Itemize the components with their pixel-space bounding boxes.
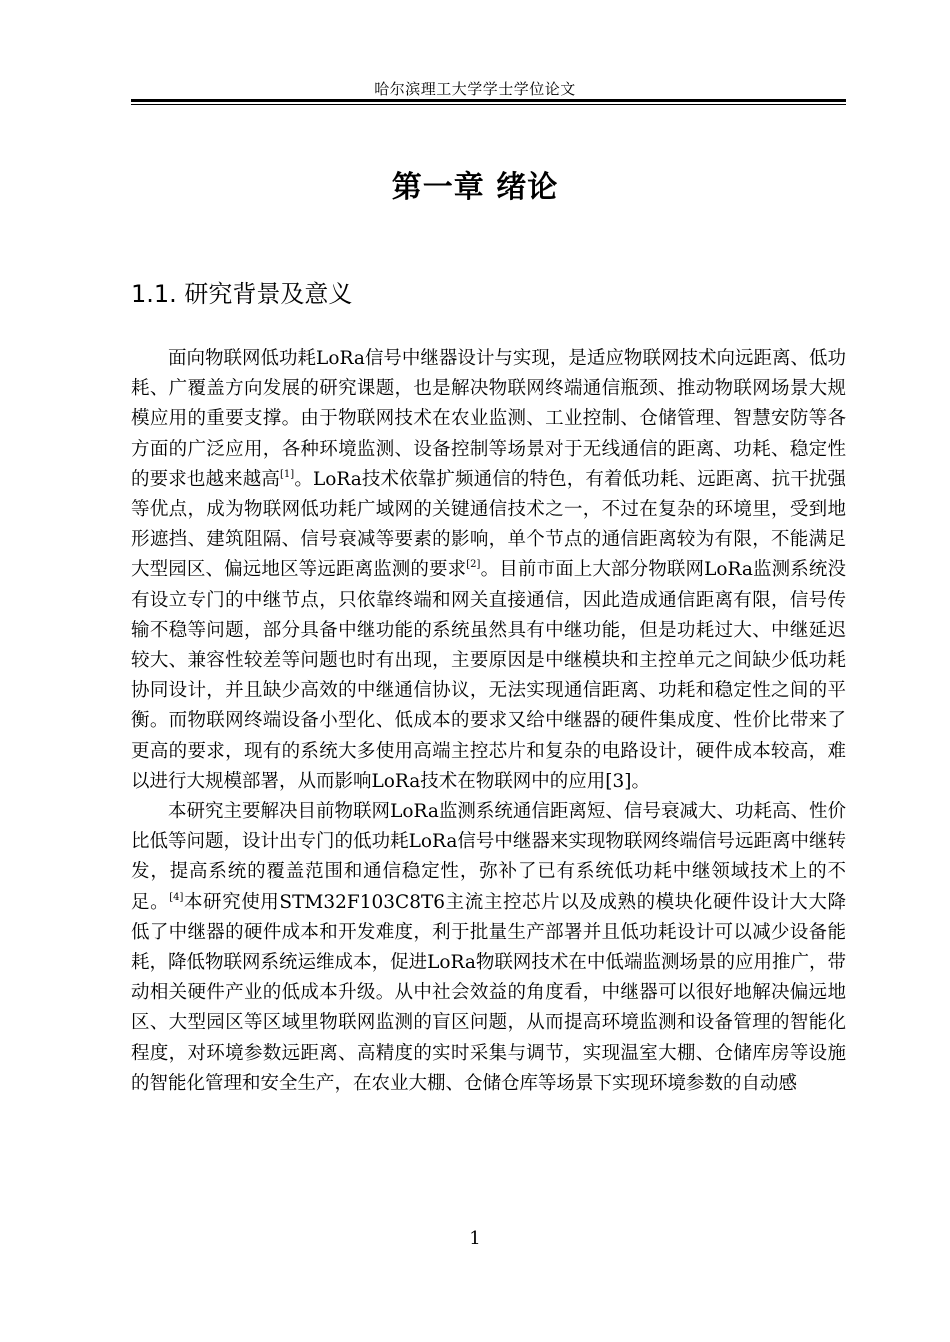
header-rule-thick (131, 99, 846, 102)
paragraph-text: 面向物联网低功耗LoRa信号中继器设计与实现，是适应物联网技术向远距离、低功耗、广覆盖方向发展的研究课题，也是解决物联网终端通信瓶颈、推动物联网场景大规模应用的重要支撑。由于物联网技术在农业监测、工业控制、仓储管理、智慧安防等各方面的广泛应用，各种环境监测、设备控制等场景对于无线通信的距离、功耗、稳定性的要求也越来越高 (131, 348, 846, 490)
citation-ref: [2] (466, 559, 481, 571)
page-number: 1 (469, 1228, 481, 1249)
paragraph-text: 本研究使用STM32F103C8T6主流主控芯片以及成熟的模块化硬件设计大大降低了中继器的硬件成本和开发难度，利于批量生产部署并且低功耗设计可以减少设备能耗，降低物联网系统运维成本，促进LoRa物联网技术在中低端监测场景的应用推广，带动相关硬件产业的低成本升级。从中社会效益的角度看，中继器可以很好地解决偏远地区、大型园区等区域里物联网监测的盲区问题，从而提高环境监测和设备管理的智能化程度，对环境参数远距离、高精度的实时采集与调节，实现温室大棚、仓储库房等设施的智能化管理和安全生产，在农业大棚、仓储仓库等场景下实现环境参数的自动感 (131, 891, 846, 1094)
paragraph-1 (131, 344, 846, 797)
paragraph-2 (131, 797, 846, 1099)
paragraph-text: 本研究主要解决目前物联网LoRa监测系统通信距离短、信号衰减大、功耗高、性价比低等问题，设计出专门的低功耗LoRa信号中继器来实现物联网终端信号远距离中继转发，提高系统的覆盖范围和通信稳定性，弥补了已有系统低功耗中继领域技术上的不足。 (131, 801, 846, 913)
paragraph-text: 。LoRa技术依靠扩频通信的特色，有着低功耗、远距离、抗干扰强等优点，成为物联网低功耗广域网的关键通信技术之一，不过在复杂的环境里，受到地形遮挡、建筑阻隔、信号衰减等要素的影响，单个节点的通信距离较为有限，不能满足大型园区、偏远地区等远距离监测的要求 (131, 468, 846, 581)
chapter-title: 第一章 绪论 (391, 170, 559, 205)
paragraph-text: 。目前市面上大部分物联网LoRa监测系统没有设立专门的中继节点，只依靠终端和网关直接通信，因此造成通信距离有限，信号传输不稳等问题，部分具备中继功能的系统虽然具有中继功能，但是功耗过大、中继延迟较大、兼容性较差等问题也时有出现，主要原因是中继模块和主控单元之间缺少低功耗协同设计，并且缺少高效的中继通信协议，无法实现通信距离、功耗和稳定性之间的平衡。而物联网终端设备小型化、低成本的要求又给中继器的硬件集成度、性价比带来了更高的要求，现有的系统大多使用高端主控芯片和复杂的电路设计，硬件成本较高，难以进行大规模部署，从而影响LoRa技术在物联网中的应用[3]。 (131, 559, 846, 792)
body-text (131, 344, 846, 1099)
header-rule-thin (131, 104, 846, 105)
section-title: 1.1. 研究背景及意义 (131, 280, 353, 308)
citation-ref: [1] (280, 468, 295, 480)
citation-ref: [4] (169, 891, 184, 903)
header-title: 哈尔滨理工大学学士学位论文 (374, 80, 576, 98)
